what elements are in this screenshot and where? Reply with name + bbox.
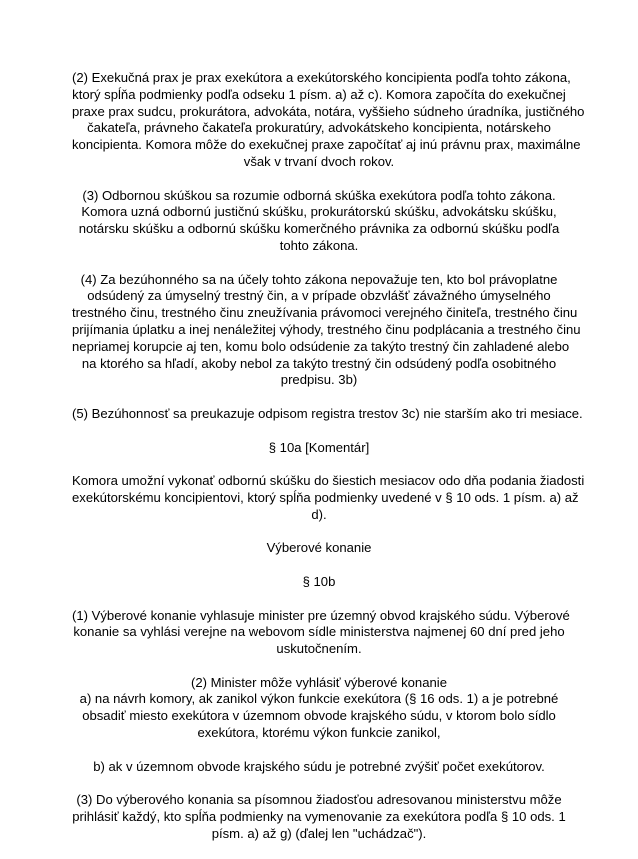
section-10b-item-a bbox=[72, 691, 566, 741]
section-title-text: Výberové konanie bbox=[266, 540, 372, 556]
text-line: (4) Za bezúhonného sa na účely tohto zákona nepovažuje ten, kto bol právoplatne bbox=[80, 271, 558, 287]
text-line: ktorý spĺňa podmienky podľa odseku 1 písm. a) až c). Komora započíta do exekučnej bbox=[72, 86, 566, 102]
text-line: prijímania úplatku a inej nenáležitej výhody, trestného činu podplácania a trestného činu bbox=[72, 321, 581, 337]
text-line: (3) Odbornou skúškou sa rozumie odborná skúška exekútora podľa tohto zákona. bbox=[82, 187, 556, 203]
section-10b-heading bbox=[72, 574, 566, 591]
text-line: Komora uzná odbornú justičnú skúšku, prokurátorskú skúšku, advokátsku skúšku, bbox=[81, 204, 557, 220]
text-line: (2) Minister môže vyhlásiť výberové konanie bbox=[191, 674, 447, 690]
paragraph-3 bbox=[72, 188, 566, 255]
section-10b-paragraph-2-intro bbox=[72, 675, 566, 692]
text-line: predpisu. 3b) bbox=[280, 372, 358, 388]
text-line: nepriamej korupcie aj ten, komu bolo odsúdenie za takýto trestný čin zahladené alebo bbox=[72, 338, 570, 354]
text-line: obsadiť miesto exekútora v územnom obvode krajského súdu, v ktorom bolo sídlo bbox=[82, 708, 556, 724]
section-heading: § 10b bbox=[302, 573, 336, 589]
document-page bbox=[72, 70, 585, 859]
text-line: (5) Bezúhonnosť sa preukazuje odpisom registra trestov 3c) nie starším ako tri mesiace. bbox=[72, 405, 583, 421]
text-line: prihlásiť každý, kto spĺňa podmienky na vymenovanie za exekútora podľa § 10 ods. 1 bbox=[72, 809, 566, 825]
text-line: písm. a) až g) (ďalej len "uchádzač"). bbox=[211, 825, 427, 841]
section-10b-paragraph-3 bbox=[72, 792, 566, 842]
section-10b-item-b bbox=[72, 759, 566, 776]
text-line: praxe prax sudcu, prokurátora, advokáta, notára, vyššieho súdneho úradníka, justičného bbox=[72, 103, 585, 119]
text-line: exekútora, ktorému výkon funkcie zanikol, bbox=[197, 725, 441, 741]
section-10b-paragraph-1 bbox=[72, 607, 570, 658]
paragraph-4 bbox=[72, 271, 581, 390]
section-heading: § 10a [Komentár] bbox=[268, 439, 370, 455]
text-line: odsúdený za úmyselný trestný čin, a v prípade obzvlášť závažného úmyselného bbox=[87, 288, 551, 304]
paragraph-2 bbox=[72, 70, 585, 171]
text-line: však v trvaní dvoch rokov. bbox=[243, 153, 395, 169]
section-10a-heading bbox=[72, 440, 566, 457]
text-line: (1) Výberové konanie vyhlasuje minister pre územný obvod krajského súdu. Výberové bbox=[72, 607, 570, 623]
text-line: uskutočnením. bbox=[276, 641, 362, 657]
paragraph-5 bbox=[72, 405, 583, 423]
text-line: (2) Exekučná prax je prax exekútora a exekútorského koncipienta podľa tohto zákona, bbox=[72, 70, 571, 85]
text-line: (3) Do výberového konania sa písomnou žiadosťou adresovanou ministerstvu môže bbox=[76, 792, 562, 808]
text-line: konanie sa vyhlási verejne na webovom sídle ministerstva najmenej 60 dní pred jeho bbox=[73, 624, 565, 640]
text-line: na ktorého sa hľadí, akoby nebol za takýto trestný čin odsúdený podľa osobitného bbox=[81, 355, 557, 371]
text-line: exekútorskému koncipientovi, ktorý spĺňa podmienky uvedené v § 10 ods. 1 písm. a) až bbox=[72, 489, 579, 505]
text-line: tohto zákona. bbox=[279, 237, 359, 253]
text-line: koncipienta. Komora môže do exekučnej praxe započítať aj inú právnu prax, maximálne bbox=[72, 137, 581, 153]
text-line: notársku skúšku a odbornú skúšku komerčného právnika za odbornú skúšku podľa bbox=[78, 221, 560, 237]
text-line: čakateľa, právneho čakateľa prokuratúry, advokátskeho koncipienta, notárskeho bbox=[87, 120, 551, 136]
text-line: Komora umožní vykonať odbornú skúšku do šiestich mesiacov odo dňa podania žiadosti bbox=[72, 473, 585, 489]
section-title bbox=[72, 540, 566, 557]
text-line: a) na návrh komory, ak zanikol výkon funkcie exekútora (§ 16 ods. 1) a je potrebné bbox=[79, 691, 559, 707]
text-line: trestného činu, trestného činu zneužívania právomoci verejného činiteľa, trestného činu bbox=[72, 305, 578, 321]
text-line: b) ak v územnom obvode krajského súdu je potrebné zvýšiť počet exekútorov. bbox=[93, 758, 545, 774]
section-10a-text bbox=[72, 473, 585, 523]
text-line: d). bbox=[311, 506, 327, 522]
